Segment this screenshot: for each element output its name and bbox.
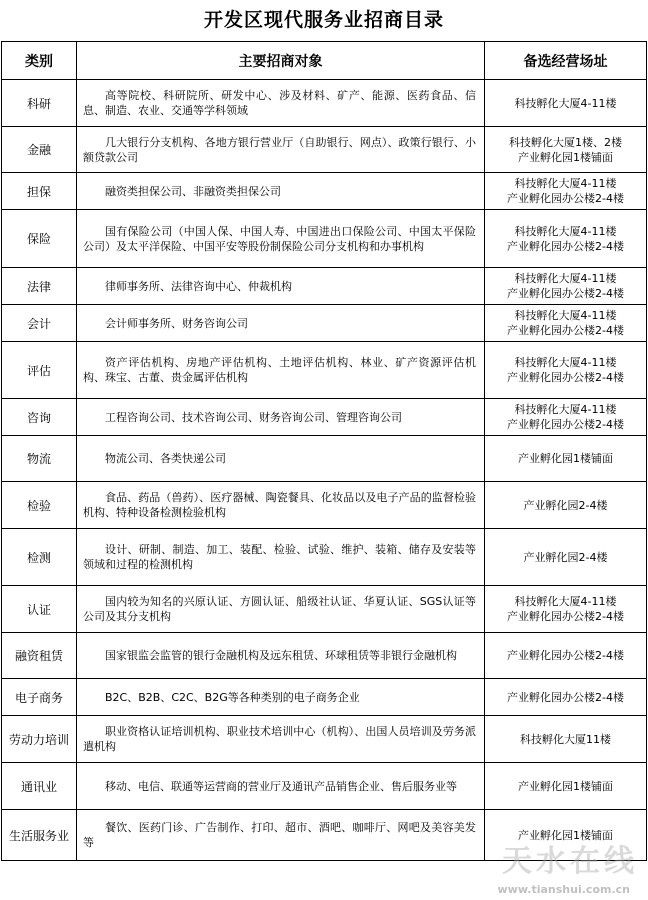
row-address [485, 586, 647, 633]
row-address [485, 482, 647, 529]
row-address [485, 716, 647, 763]
row-address [485, 127, 647, 173]
row-category: 电子商务 [2, 679, 77, 716]
row-targets: 会计师事务所、财务咨询公司 [77, 305, 485, 342]
row-category: 评估 [2, 342, 77, 399]
row-category: 物流 [2, 436, 77, 482]
row-category: 劳动力培训 [2, 716, 77, 763]
header-targets: 主要招商对象 [77, 42, 485, 80]
address-line: 产业孵化园1楼铺面 [518, 452, 613, 465]
row-address [485, 268, 647, 305]
row-address [485, 210, 647, 268]
address-line: 科技孵化大厦4-11楼 [514, 356, 617, 369]
row-category: 检测 [2, 529, 77, 586]
address-line: 产业孵化园2-4楼 [523, 498, 608, 512]
table-row [2, 80, 647, 127]
address-line: 产业孵化园办公楼2-4楼 [507, 287, 624, 300]
row-targets: 工程咨询公司、技术咨询公司、财务咨询公司、管理咨询公司 [77, 399, 485, 436]
row-address [485, 529, 647, 586]
row-address [485, 679, 647, 716]
table-row [2, 127, 647, 173]
address-line: 科技孵化大厦4-11楼 [514, 403, 617, 416]
row-address [485, 80, 647, 127]
row-targets: 物流公司、各类快递公司 [77, 436, 485, 482]
row-address [485, 763, 647, 810]
row-category: 生活服务业 [2, 810, 77, 861]
table-row [2, 810, 647, 861]
address-line: 产业孵化园1楼铺面 [518, 150, 613, 164]
table-row [2, 436, 647, 482]
row-targets: 食品、药品（兽药）、医疗器械、陶瓷餐具、化妆品以及电子产品的监督检验机构、特种设备检测检验机构 [77, 482, 485, 529]
address-line: 产业孵化园办公楼2-4楼 [507, 371, 624, 384]
row-address [485, 305, 647, 342]
table-row [2, 173, 647, 210]
address-line: 产业孵化园办公楼2-4楼 [507, 649, 624, 662]
table-row [2, 268, 647, 305]
address-line: 产业孵化园办公楼2-4楼 [507, 690, 624, 704]
header-row [2, 42, 647, 80]
address-line: 科技孵化大厦4-11楼 [514, 309, 617, 322]
watermark-logo: 天水在线 [502, 844, 638, 879]
row-address [485, 633, 647, 679]
address-line: 科技孵化大厦4-11楼 [514, 272, 617, 285]
table-row [2, 679, 647, 716]
header-category: 类别 [2, 42, 77, 80]
row-category: 保险 [2, 210, 77, 268]
row-category: 检验 [2, 482, 77, 529]
table-row [2, 399, 647, 436]
table-row [2, 763, 647, 810]
address-line: 科技孵化大厦4-11楼 [514, 177, 617, 190]
row-category: 通讯业 [2, 763, 77, 810]
row-category: 融资租赁 [2, 633, 77, 679]
address-line: 产业孵化园1楼铺面 [518, 828, 613, 842]
table-row [2, 210, 647, 268]
table-row [2, 529, 647, 586]
address-line: 产业孵化园1楼铺面 [518, 779, 613, 793]
row-targets: 国有保险公司（中国人保、中国人寿、中国进出口保险公司、中国太平保险公司）及太平洋保险、中国平安等股份制保险公司分支机构和办事机构 [77, 210, 485, 268]
watermark-url: www.tianshui.com.cn [497, 883, 630, 896]
row-address [485, 810, 647, 861]
row-category: 科研 [2, 80, 77, 127]
row-targets: 几大银行分支机构、各地方银行营业厅（自助银行、网点）、政策行银行、小额贷款公司 [77, 127, 485, 173]
row-targets: 设计、研制、制造、加工、装配、检验、试验、维护、装箱、储存及安装等领域和过程的检测机构 [77, 529, 485, 586]
row-category: 认证 [2, 586, 77, 633]
address-line: 产业孵化园办公楼2-4楼 [507, 239, 624, 253]
row-address [485, 436, 647, 482]
row-targets: 资产评估机构、房地产评估机构、土地评估机构、林业、矿产资源评估机构、珠宝、古董、贵金属评估机构 [77, 342, 485, 399]
table-row [2, 342, 647, 399]
row-category: 担保 [2, 173, 77, 210]
row-category: 法律 [2, 268, 77, 305]
address-line: 产业孵化园办公楼2-4楼 [507, 324, 624, 337]
row-address [485, 173, 647, 210]
table-row [2, 716, 647, 763]
row-category: 金融 [2, 127, 77, 173]
directory-table [1, 41, 647, 861]
row-targets: 国内较为知名的兴原认证、方圆认证、船级社认证、华夏认证、SGS认证等公司及其分支机构 [77, 586, 485, 633]
address-line: 产业孵化园办公楼2-4楼 [507, 610, 624, 623]
table-body [2, 80, 647, 861]
row-targets: 高等院校、科研院所、研发中心、涉及材料、矿产、能源、医药食品、信息、制造、农业、交通等学科领域 [77, 80, 485, 127]
address-line: 科技孵化大厦11楼 [520, 732, 611, 746]
row-category: 咨询 [2, 399, 77, 436]
address-line: 科技孵化大厦1楼、2楼 [509, 135, 622, 149]
document-title: 开发区现代服务业招商目录 [203, 9, 444, 31]
row-category: 会计 [2, 305, 77, 342]
row-targets: 国家银监会监管的银行金融机构及远东租赁、环球租赁等非银行金融机构 [77, 633, 485, 679]
row-targets: 职业资格认证培训机构、职业技术培训中心（机构）、出国人员培训及劳务派遣机构 [77, 716, 485, 763]
header-address: 备选经营场址 [485, 42, 647, 80]
table-row [2, 482, 647, 529]
row-targets: 律师事务所、法律咨询中心、仲裁机构 [77, 268, 485, 305]
address-line: 科技孵化大厦4-11楼 [514, 224, 617, 238]
address-line: 产业孵化园办公楼2-4楼 [507, 192, 624, 205]
table-row [2, 633, 647, 679]
address-line: 产业孵化园办公楼2-4楼 [507, 418, 624, 431]
table-row [2, 586, 647, 633]
address-line: 科技孵化大厦4-11楼 [514, 595, 617, 608]
row-targets: 移动、电信、联通等运营商的营业厅及通讯产品销售企业、售后服务业等 [77, 763, 485, 810]
address-line: 科技孵化大厦4-11楼 [514, 96, 617, 110]
row-targets: B2C、B2B、C2C、B2G等各种类别的电子商务企业 [77, 679, 485, 716]
table-row [2, 305, 647, 342]
row-targets: 融资类担保公司、非融资类担保公司 [77, 173, 485, 210]
address-line: 产业孵化园2-4楼 [523, 550, 608, 564]
row-targets: 餐饮、医药门诊、广告制作、打印、超市、酒吧、咖啡厅、网吧及美容美发等 [77, 810, 485, 861]
row-address [485, 399, 647, 436]
row-address [485, 342, 647, 399]
